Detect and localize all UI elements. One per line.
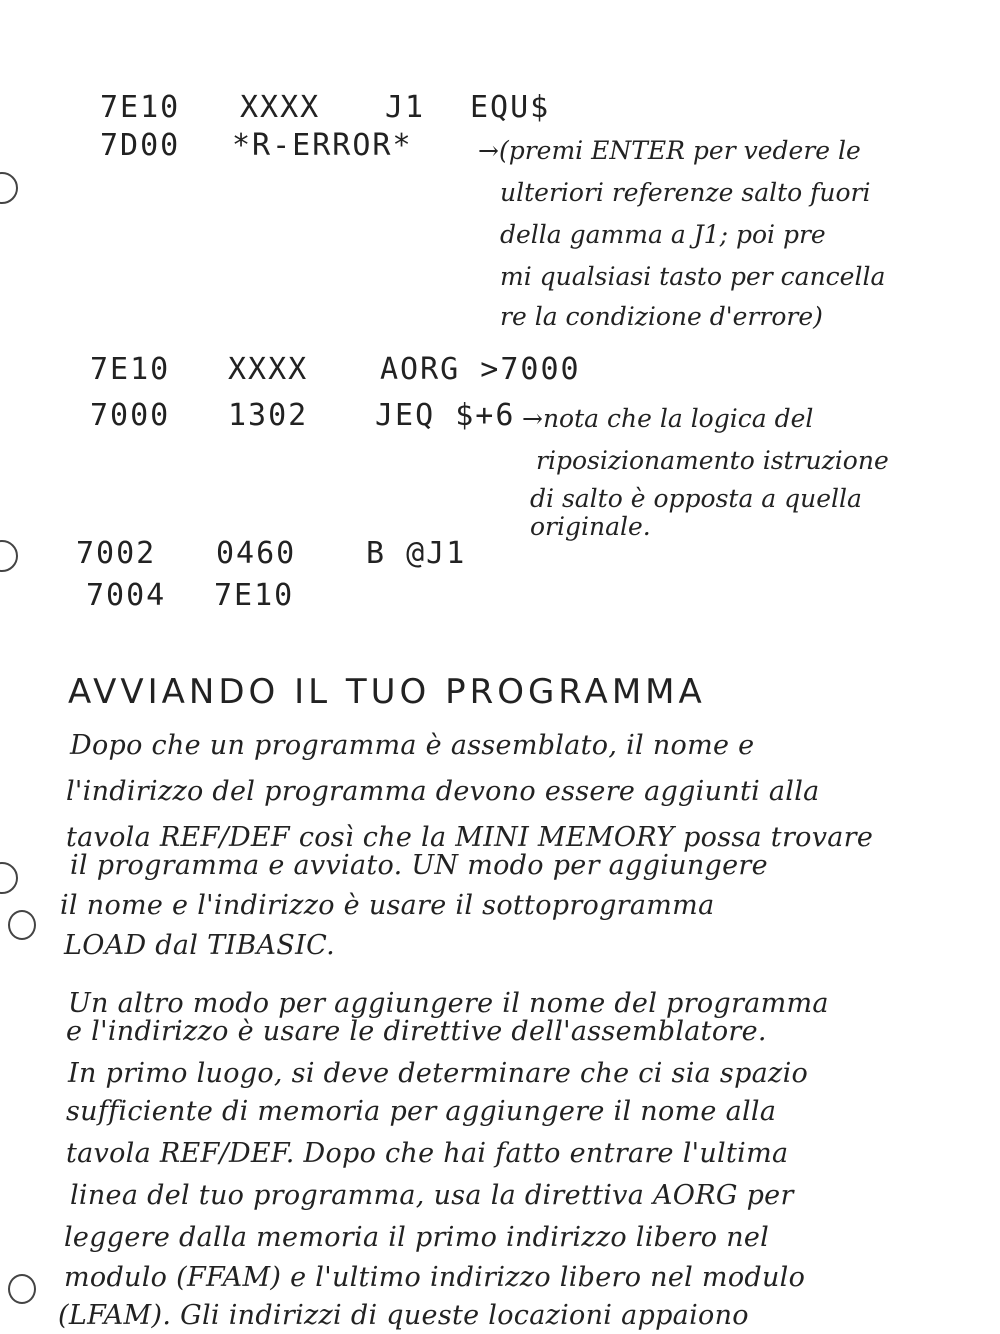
code-addr: 7002 bbox=[76, 536, 157, 571]
code-value: 7E10 bbox=[214, 578, 295, 613]
code-instr: JEQ $+6 bbox=[375, 398, 516, 433]
note-line: →(premi ENTER per vedere le bbox=[478, 136, 861, 165]
note-line: ulteriori referenze salto fuori bbox=[500, 178, 871, 207]
code-addr: 7004 bbox=[86, 578, 167, 613]
note-line: originale. bbox=[530, 512, 651, 541]
paragraph-line: tavola REF/DEF così che la MINI MEMORY possa trovare bbox=[66, 822, 874, 853]
code-value: XXXX bbox=[240, 90, 321, 125]
paragraph-line: LOAD dal TIBASIC. bbox=[64, 930, 335, 961]
code-value: XXXX bbox=[228, 352, 309, 387]
paragraph-line: linea del tuo programma, usa la direttiva AORG per bbox=[70, 1180, 794, 1211]
note-line: mi qualsiasi tasto per cancella bbox=[500, 262, 886, 291]
paragraph-line: sufficiente di memoria per aggiungere il nome alla bbox=[66, 1096, 777, 1127]
paragraph-line: Dopo che un programma è assemblato, il nome e bbox=[70, 730, 755, 761]
code-addr: 7E10 bbox=[100, 90, 181, 125]
code-value: 1302 bbox=[228, 398, 309, 433]
binder-hole-5 bbox=[8, 1274, 36, 1304]
binder-hole-3 bbox=[0, 862, 18, 894]
paragraph-line: In primo luogo, si deve determinare che ci sia spazio bbox=[68, 1058, 809, 1089]
code-op: EQU$ bbox=[470, 90, 551, 125]
code-value: *R-ERROR* bbox=[232, 128, 413, 163]
note-line: della gamma a J1; poi pre bbox=[500, 220, 826, 249]
note-line: riposizionamento istruzione bbox=[536, 446, 889, 475]
code-value: 0460 bbox=[216, 536, 297, 571]
section-heading: AVVIANDO IL TUO PROGRAMMA bbox=[68, 672, 706, 712]
note-line: di salto è opposta a quella bbox=[530, 484, 862, 513]
paragraph-line: leggere dalla memoria il primo indirizzo libero nel bbox=[64, 1222, 770, 1253]
code-instr: AORG >7000 bbox=[380, 352, 581, 387]
paragraph-line: il programma e avviato. UN modo per aggiungere bbox=[70, 850, 768, 881]
paragraph-line: modulo (FFAM) e l'ultimo indirizzo libero nel modulo bbox=[64, 1262, 806, 1293]
paragraph-line: tavola REF/DEF. Dopo che hai fatto entrare l'ultima bbox=[66, 1138, 789, 1169]
paragraph-line: e l'indirizzo è usare le direttive dell'assemblatore. bbox=[66, 1016, 767, 1047]
code-addr: 7D00 bbox=[100, 128, 181, 163]
code-addr: 7000 bbox=[90, 398, 171, 433]
code-label: J1 bbox=[385, 90, 426, 125]
paragraph-line: l'indirizzo del programma devono essere aggiunti alla bbox=[66, 776, 820, 807]
paragraph-line: (LFAM). Gli indirizzi di queste locazioni appaiono bbox=[58, 1300, 749, 1331]
binder-hole-2 bbox=[0, 540, 18, 572]
code-instr: B @J1 bbox=[366, 536, 467, 571]
binder-hole-4 bbox=[8, 910, 36, 940]
code-addr: 7E10 bbox=[90, 352, 171, 387]
paragraph-line: il nome e l'indirizzo è usare il sottoprogramma bbox=[60, 890, 715, 921]
paragraph-line: Un altro modo per aggiungere il nome del programma bbox=[68, 988, 829, 1019]
note-line: re la condizione d'errore) bbox=[500, 302, 823, 331]
binder-hole-1 bbox=[0, 172, 18, 204]
note-line: →nota che la logica del bbox=[522, 404, 814, 433]
